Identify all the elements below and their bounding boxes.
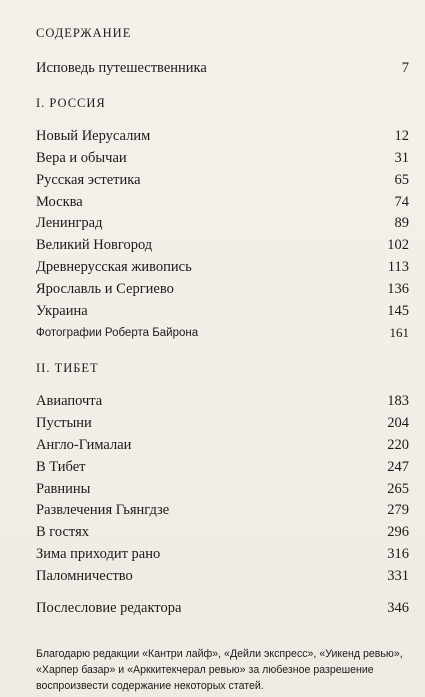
part2-title: II. ТИБЕТ xyxy=(36,361,99,375)
toc-entry-page: 7 xyxy=(401,60,409,76)
toc-entry-label: Паломничество xyxy=(36,568,133,584)
toc-entry-label: Пустыни xyxy=(36,415,92,431)
toc-entry-page: 74 xyxy=(394,194,409,210)
toc-entry-page: 220 xyxy=(387,437,409,453)
toc-entry-page: 65 xyxy=(394,172,409,188)
toc-entry[interactable] xyxy=(36,567,409,585)
toc-entry[interactable] xyxy=(36,127,409,145)
toc-entry-label: Великий Новгород xyxy=(36,237,153,253)
toc-entry[interactable] xyxy=(36,171,409,189)
toc-entry[interactable] xyxy=(36,258,409,276)
toc-entry-label: Русская эстетика xyxy=(36,172,141,188)
toc-entry[interactable] xyxy=(36,501,409,519)
toc-entry-page: 145 xyxy=(387,303,409,319)
toc-entry-page: 346 xyxy=(387,600,409,616)
toc-entry-label: Фотографии Роберта Байрона xyxy=(36,327,199,339)
toc-entry-label: Ярославль и Сергиево xyxy=(36,281,174,297)
part1-title: I. РОССИЯ xyxy=(36,96,106,110)
toc-entry[interactable] xyxy=(36,436,409,454)
toc-entry-label: Исповедь путешественника xyxy=(36,60,207,76)
toc-entry[interactable] xyxy=(36,302,409,320)
toc-entry-label: Украина xyxy=(36,303,88,319)
toc-entry-page: 113 xyxy=(387,259,409,275)
toc-entry-page: 247 xyxy=(387,459,409,475)
toc-entry[interactable] xyxy=(36,236,409,254)
toc-entry-page: 331 xyxy=(387,568,409,584)
toc-entry-label: Послесловие редактора xyxy=(36,600,182,616)
toc-entry[interactable] xyxy=(36,214,409,232)
toc-entry-label: Равнины xyxy=(36,481,91,497)
toc-entry-label: Москва xyxy=(36,194,83,210)
toc-entry-label: Новый Иерусалим xyxy=(36,128,151,144)
toc-entry-photos[interactable] xyxy=(36,324,409,342)
toc-entry-label: Англо-Гималаи xyxy=(36,437,132,453)
toc-entry[interactable] xyxy=(36,193,409,211)
toc-entry[interactable] xyxy=(36,414,409,432)
toc-entry-page: 31 xyxy=(394,150,409,166)
acknowledgement-footnote: Благодарю редакции «Кантри лайф», «Дейли экспресс», «Уикенд ревью», «Харпер базар» и «Арккитекчерал ревью» за любезное разрешение воспроизвести содержание некоторых статей. xyxy=(36,648,403,692)
toc-entry[interactable] xyxy=(36,392,409,410)
toc-entry[interactable] xyxy=(36,458,409,476)
toc-entry-label: Древнерусская живопись xyxy=(36,259,192,275)
toc-entry-afterword[interactable] xyxy=(36,599,409,617)
toc-entry-page: 136 xyxy=(387,281,409,297)
toc-entry-page: 89 xyxy=(394,215,409,231)
toc-entry[interactable] xyxy=(36,149,409,167)
toc-entry-page: 316 xyxy=(387,546,409,562)
toc-entry-label: В гостях xyxy=(36,524,89,540)
toc-entry-label: Авиапочта xyxy=(36,393,103,409)
toc-entry[interactable] xyxy=(36,523,409,541)
toc-entry[interactable] xyxy=(36,480,409,498)
toc-entry-label: Вера и обычаи xyxy=(36,150,127,166)
toc-entry-label: Зима приходит рано xyxy=(36,546,161,562)
toc-entry-page: 183 xyxy=(387,393,409,409)
toc-entry-page: 265 xyxy=(387,481,409,497)
toc-entry-page: 279 xyxy=(387,502,409,518)
toc-entry[interactable] xyxy=(36,280,409,298)
toc-entry[interactable] xyxy=(36,545,409,563)
toc-entry-label: Ленинград xyxy=(36,215,103,231)
toc-entry-label: В Тибет xyxy=(36,459,86,475)
toc-entry-page: 161 xyxy=(389,325,409,340)
toc-entry-label: Развлечения Гьянгдзе xyxy=(36,502,170,518)
toc-entry-page: 102 xyxy=(387,237,409,253)
toc-entry-intro[interactable] xyxy=(36,59,409,77)
toc-entry-page: 12 xyxy=(394,128,409,144)
toc-entry-page: 296 xyxy=(387,524,409,540)
toc-entry-page: 204 xyxy=(387,415,409,431)
contents-title: СОДЕРЖАНИЕ xyxy=(36,26,132,40)
